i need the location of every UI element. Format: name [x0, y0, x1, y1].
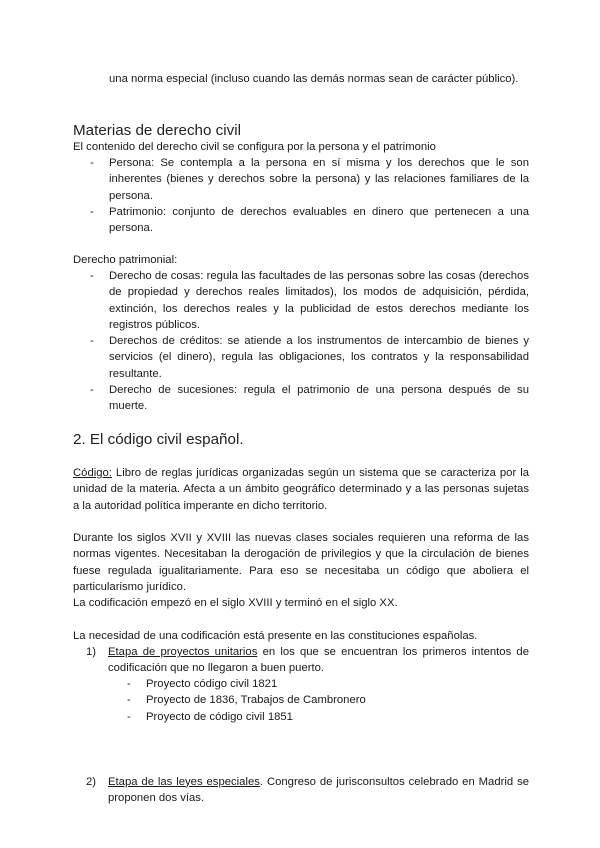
- patrimonial-list: [90, 268, 529, 415]
- stage-2: [86, 774, 529, 807]
- stage-title: Etapa de las leyes especiales: [108, 775, 260, 788]
- list-item: - Derecho de cosas: regula las facultades de las personas sobre las cosas (derechos de propiedad y derechos reales limitados), los modos de adquisición, pérdida, extinción, los derechos reales y la publicidad de estos derechos mediante los registros públicos.: [90, 268, 529, 333]
- list-item: - Derechos de créditos: se atiende a los instrumentos de intercambio de bienes y servicios (el dinero), regula las obligaciones, los contratos y la responsabilidad resultante.: [90, 333, 529, 382]
- heading-codigo: 2. El código civil español.: [73, 431, 244, 448]
- list-item: - Persona: Se contempla a la persona en sí misma y los derechos que le son inherentes (bienes y derechos sobre la persona) y las relaciones familiares de la persona.: [90, 155, 529, 204]
- list-item: - Derecho de sucesiones: regula el patrimonio de una persona después de su muerte.: [90, 382, 529, 415]
- stage-number: 2): [86, 775, 97, 788]
- list-item: - Proyecto de 1836, Trabajos de Cambronero: [127, 692, 507, 708]
- para-codificacion: La codificación empezó en el siglo XVIII y terminó en el siglo XX.: [73, 597, 398, 609]
- definition-term: Código:: [73, 467, 112, 479]
- intro-continuation: una norma especial (incluso cuando las demás normas sean de carácter público).: [109, 73, 519, 85]
- stage-text: en los que se encuentran los primeros intentos de codificación que no llegaron a buen puerto.: [108, 646, 530, 675]
- para-siglos: Durante los siglos XVII y XVIII las nuevas clases sociales requieren una reforma de las normas vigentes. Necesitaban la derogación de privilegios y que la circulación de bienes fuese regulada igualitariamente. Para eso se necesitaba un código que aboliera el particularismo jurídico.: [73, 532, 529, 593]
- materias-list: [90, 155, 529, 236]
- stage-1: [86, 644, 530, 677]
- definition-text: Libro de reglas jurídicas organizadas según un sistema que se caracteriza por la unidad de la materia. Afecta a un ámbito geográfico determinado y a las personas sujetas a la autoridad política imperante en dicho territorio.: [73, 467, 529, 512]
- list-item: - Patrimonio: conjunto de derechos evaluables en dinero que pertenecen a una persona.: [90, 204, 529, 237]
- stage-text: . Congreso de jurisconsultos celebrado en Madrid se proponen dos vías.: [108, 775, 529, 804]
- stage-number: 1): [86, 646, 97, 658]
- materias-intro: El contenido del derecho civil se configura por la persona y el patrimonio: [73, 141, 436, 153]
- stage-1-projects: [127, 676, 507, 725]
- heading-materias: Materias de derecho civil: [73, 122, 241, 139]
- list-item: - Proyecto de código civil 1851: [127, 709, 507, 725]
- codigo-definition: [73, 465, 529, 514]
- para-necesidad: La necesidad de una codificación está presente en las constituciones españolas.: [73, 630, 478, 642]
- patrimonial-title: Derecho patrimonial:: [73, 254, 178, 266]
- list-item: - Proyecto código civil 1821: [127, 676, 507, 692]
- stage-title: Etapa de proyectos unitarios: [108, 646, 258, 658]
